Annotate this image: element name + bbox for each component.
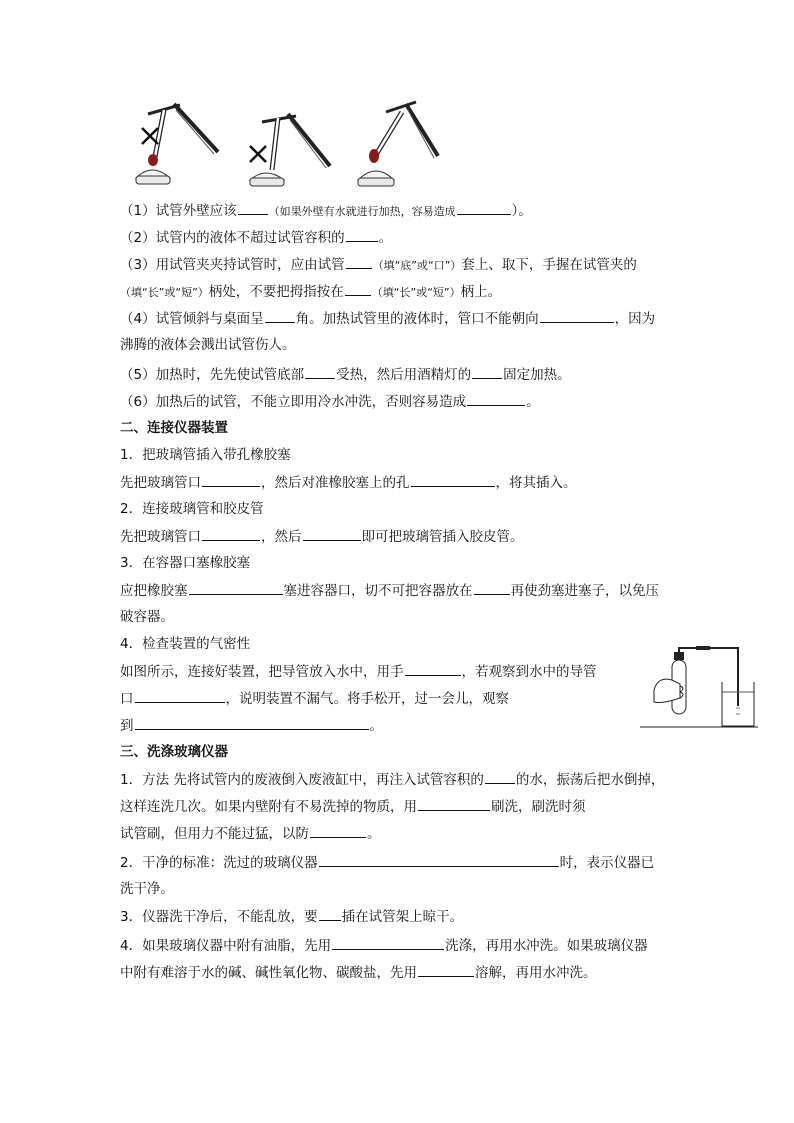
section-3-item-1-text-1: 1．方法 先将试管内的废液倒入废液缸中，再注入试管容积的 的水，振荡后把水倒掉， <box>120 772 665 788</box>
heating-figure-2 <box>250 114 330 186</box>
section-3-item-2-text-2: 洗干净。 <box>120 881 174 897</box>
section-2-heading: 二、连接仪器装置 <box>120 420 228 436</box>
answer-blank[interactable] <box>305 365 335 379</box>
section-3-item-4-text-1: 4．如果玻璃仪器中附有油脂，先用 洗涤，再用水冲洗。如果玻璃仪器 <box>120 938 648 954</box>
answer-blank[interactable] <box>265 309 295 323</box>
heating-figure-3 <box>358 102 438 186</box>
section-2-item-3-text-2: 破容器。 <box>120 609 174 625</box>
airtightness-illustration <box>640 646 760 728</box>
note-4-line-1: （4）试管倾斜与桌面呈 角。加热试管里的液体时，管口不能朝向 ，因为 <box>120 311 656 327</box>
section-2-item-4-text-3: 到 。 <box>120 718 383 734</box>
answer-blank[interactable] <box>411 473 495 487</box>
section-2-item-4-text-2: 口 ，说明装置不漏气。将手松开，过一会儿，观察 <box>120 691 509 707</box>
section-2-item-1-title: 1．把玻璃管插入带孔橡胶塞 <box>120 447 291 463</box>
answer-blank[interactable] <box>540 309 614 323</box>
section-3-heading: 三、洗涤玻璃仪器 <box>120 744 228 760</box>
note-4-line-2: 沸腾的液体会溅出试管伤人。 <box>120 337 296 353</box>
answer-blank[interactable] <box>405 662 461 676</box>
answer-blank[interactable] <box>457 201 511 215</box>
answer-blank[interactable] <box>346 255 372 269</box>
section-3-item-4-text-2: 中附有难溶于水的碱、碱性氧化物、碳酸盐，先用 溶解，再用水冲洗。 <box>120 965 597 981</box>
section-2-item-3-text: 应把橡胶塞 塞进容器口，切不可把容器放在 再使劲塞进塞子，以免压 <box>120 583 659 599</box>
answer-blank[interactable] <box>319 907 341 921</box>
heating-illustrations <box>126 100 456 192</box>
answer-blank[interactable] <box>332 936 444 950</box>
section-2-item-4-title: 4．检查装置的气密性 <box>120 636 251 652</box>
answer-blank[interactable] <box>467 392 525 406</box>
section-3-item-3-text: 3．仪器洗干净后，不能乱放，要 插在试管架上晾干。 <box>120 909 464 925</box>
section-3-item-1-text-2: 这样连洗几次。如果内壁附有不易洗掉的物质，用 刷洗，刷洗时须 <box>120 799 586 815</box>
answer-blank[interactable] <box>310 824 366 838</box>
note-2: （2）试管内的液体不超过试管容积的 。 <box>120 230 393 246</box>
note-5: （5）加热时，先先使试管底部 受热，然后用酒精灯的 固定加热。 <box>120 367 571 383</box>
section-2-item-3-title: 3．在容器口塞橡胶塞 <box>120 555 251 571</box>
note-3-line-2: （填“长”或“短”）柄处，不要把拇指按在 （填“长”或“短”）柄上。 <box>120 284 502 300</box>
answer-blank[interactable] <box>238 201 268 215</box>
section-3-item-2-text-1: 2．干净的标准：洗过的玻璃仪器 时，表示仪器已 <box>120 855 655 871</box>
section-2-item-1-text: 先把玻璃管口 ，然后对准橡胶塞上的孔 ，将其插入。 <box>120 475 577 491</box>
section-2-item-2-text: 先把玻璃管口 ，然后 即可把玻璃管插入胶皮管。 <box>120 529 524 545</box>
answer-blank[interactable] <box>346 228 378 242</box>
answer-blank[interactable] <box>345 282 371 296</box>
answer-blank[interactable] <box>202 473 260 487</box>
answer-blank[interactable] <box>135 689 225 703</box>
answer-blank[interactable] <box>189 581 283 595</box>
answer-blank[interactable] <box>319 853 559 867</box>
note-3-line-1: （3）用试管夹夹持试管时，应由试管 （填“底”或“口”）套上、取下，手握在试管夹的 <box>120 257 637 273</box>
answer-blank[interactable] <box>485 770 515 784</box>
heating-figure-1 <box>136 104 218 184</box>
answer-blank[interactable] <box>418 963 474 977</box>
section-2-item-4-text-1: 如图所示，连接好装置，把导管放入水中，用手 ，若观察到水中的导管 <box>120 664 597 680</box>
answer-blank[interactable] <box>474 581 510 595</box>
section-3-item-1-text-3: 试管刷，但用力不能过猛，以防 。 <box>120 826 381 842</box>
note-6: （6）加热后的试管，不能立即用冷水冲洗，否则容易造成 。 <box>120 394 540 410</box>
answer-blank[interactable] <box>303 527 361 541</box>
note-1: （1）试管外壁应该 （如果外壁有水就进行加热，容易造成 ）。 <box>120 203 532 219</box>
answer-blank[interactable] <box>202 527 260 541</box>
answer-blank[interactable] <box>472 365 502 379</box>
answer-blank[interactable] <box>418 797 490 811</box>
answer-blank[interactable] <box>135 716 369 730</box>
section-2-item-2-title: 2．连接玻璃管和胶皮管 <box>120 501 264 517</box>
